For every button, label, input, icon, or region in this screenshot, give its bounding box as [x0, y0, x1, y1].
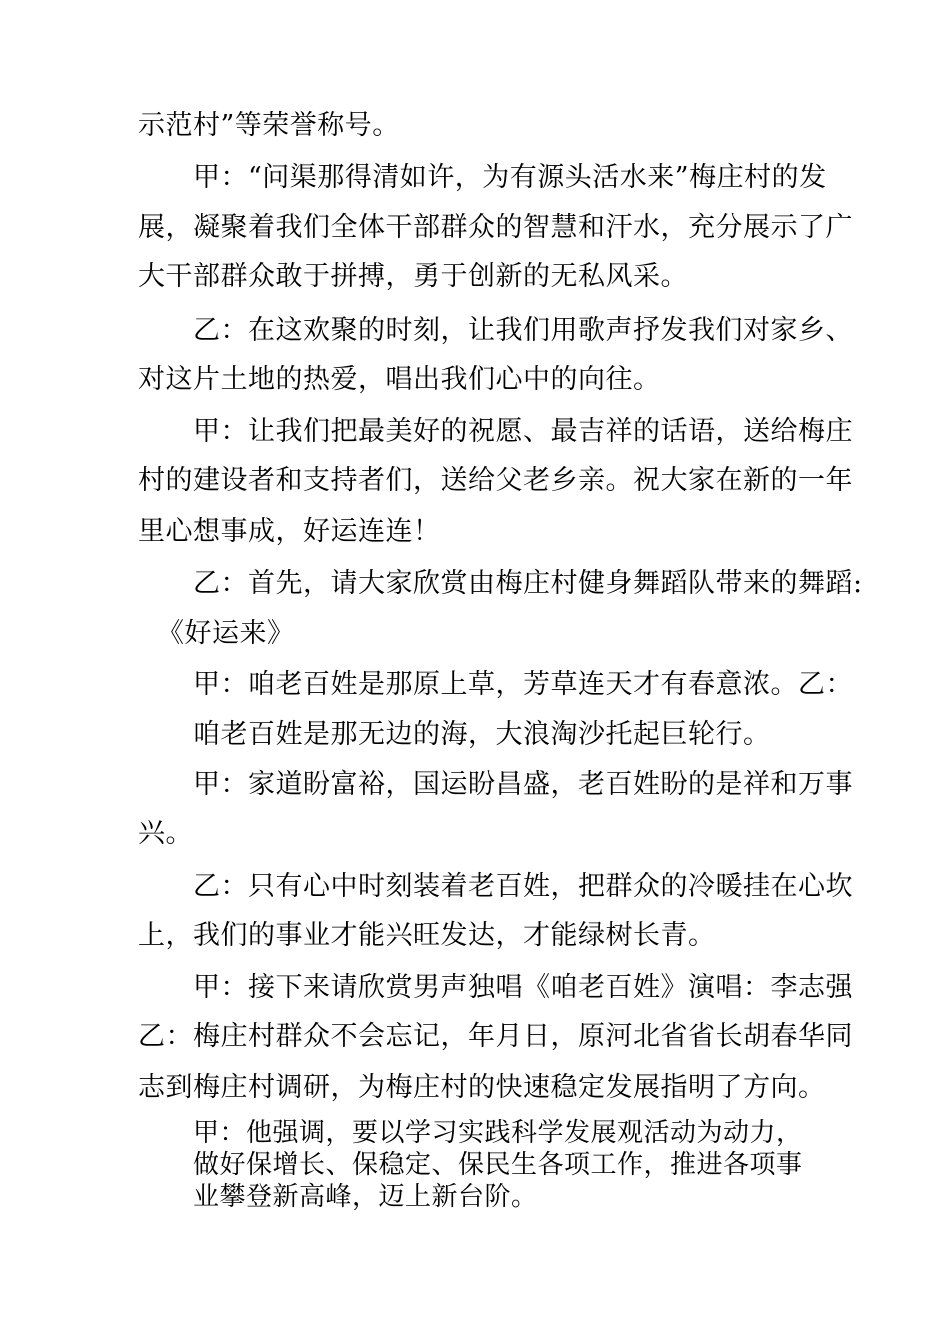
text-line: 甲：接下来请欣赏男声独唱《咱老百姓》演唱：李志强 [193, 972, 853, 1003]
text-line: 大干部群众敢于拼搏，勇于创新的无私风采。 [138, 261, 688, 292]
text-line: 甲：咱老百姓是那原上草，芳草连天才有春意浓。乙： [193, 669, 853, 700]
text-line: 志到梅庄村调研，为梅庄村的快速稳定发展指明了方向。 [138, 1072, 826, 1103]
text-line: 展，凝聚着我们全体干部群众的智慧和汗水，充分展示了广 [138, 212, 853, 243]
text-line: 上，我们的事业才能兴旺发达，才能绿树长青。 [138, 920, 716, 951]
text-line: 对这片土地的热爱，唱出我们心中的向往。 [138, 364, 661, 395]
text-line: 乙：首先，请大家欣赏由梅庄村健身舞蹈队带来的舞蹈: [193, 568, 863, 599]
text-line: 示范村”等荣誉称号。 [138, 110, 400, 141]
text-line: 乙：在这欢聚的时刻，让我们用歌声抒发我们对家乡、 [193, 315, 853, 346]
text-line: 乙：梅庄村群众不会忘记，年月日，原河北省省长胡春华同 [138, 1021, 853, 1052]
text-line: 乙：只有心中时刻装着老百姓，把群众的冷暖挂在心坎 [193, 871, 853, 902]
text-line: 《好运来》 [157, 618, 295, 649]
text-line: 咱老百姓是那无边的海，大浪淘沙托起巨轮行。 [193, 719, 771, 750]
text-line: 兴。 [138, 818, 193, 849]
text-line: 甲：让我们把最美好的祝愿、最吉祥的话语，送给梅庄 [193, 416, 853, 447]
text-line: 甲：家道盼富裕，国运盼昌盛，老百姓盼的是祥和万事 [193, 769, 853, 800]
text-line: 甲：“问渠那得清如许，为有源头活水来”梅庄村的发 [193, 162, 827, 193]
final-paragraph: 甲：他强调，要以学习实践科学发展观活动为动力，做好保增长、保稳定、保民生各项工作，推进各项事业攀登新高峰，迈上新台阶。 [193, 1118, 803, 1212]
text-line: 村的建设者和支持者们，送给父老乡亲。祝大家在新的一年 [138, 465, 853, 496]
text-line: 里心想事成，好运连连！ [138, 516, 441, 547]
